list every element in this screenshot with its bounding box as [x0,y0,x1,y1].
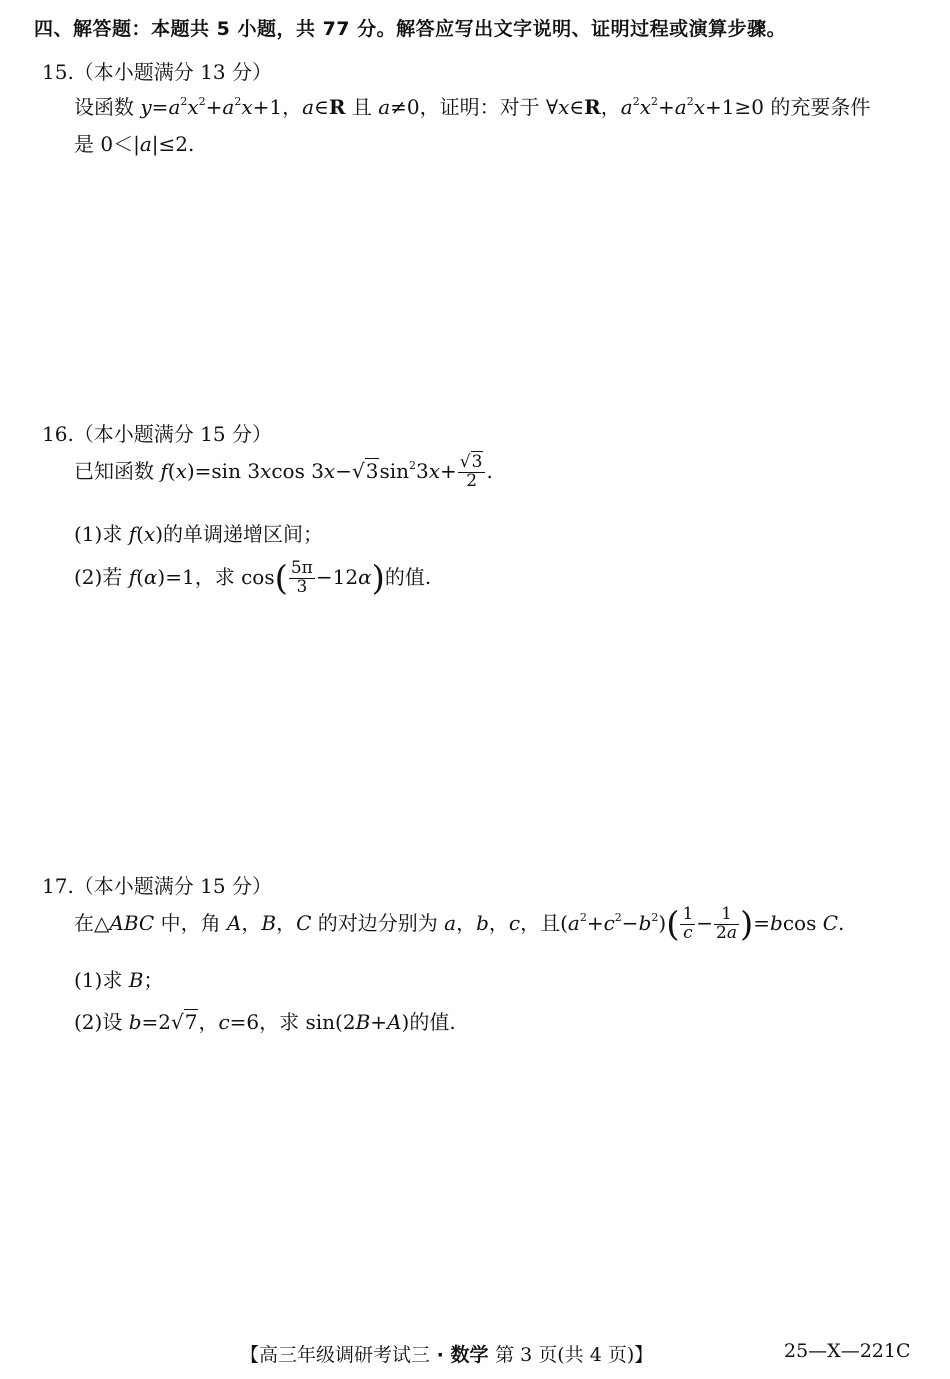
q15-text-2: 且 [351,95,379,119]
section-heading: 四、解答题：本题共 5 小题，共 77 分。解答应写出文字说明、证明过程或演算步骤。 [34,18,787,40]
q17-part2-tail: )的值. [401,1010,456,1034]
q15-text-3: ，证明：对于 ∀ [419,95,559,119]
q17-intro-d: ，且( [520,910,568,935]
q16-part2-text: =1，求 cos [165,564,275,589]
q17-part2-text: ，求 sin(2 [259,1010,356,1034]
exam-code: 25—X—221C [784,1340,911,1362]
page-footer [240,1340,653,1367]
q15-text-1: 设函数 [74,95,141,119]
q17-part2: (2)设 b=2√7，c=6，求 sin(2B+A)的值. [74,1010,456,1034]
one-over-2a-fraction: $\frac{1}{2a}$ [716,904,738,943]
q16-part1-label: (1)求 [74,522,129,546]
q17-part1-end: ； [143,968,164,992]
q17-part1: (1)求 B； [74,968,164,992]
q17-intro-b: 中，角 [160,910,227,935]
q16-header: 16.（本小题满分 15 分） [42,422,272,446]
q17-part1-label: (1)求 [74,968,129,992]
q15-statement-line2: 是 0＜|a|≤2. [74,132,195,156]
q16-part2-tail: 的值. [384,564,432,589]
q16-part1-text: 的单调递增区间； [163,522,323,546]
q16-part1: (1)求 f(x)的单调递增区间； [74,522,323,546]
q16-part2: (2)若 f(α)=1，求 cos( $\frac{5\pi}{3}$ −12α)的值. [74,558,432,599]
q17-intro-a: 在△ [74,910,110,935]
q15-statement-line1: 设函数 $y=a^2x^2+a^2x+1$，a∈R 且 a≠0，证明：对于 ∀x∈R，$a^2x^2+a^2x+1\ge 0$ 的充要条件 [74,95,871,119]
q16-part2-label: (2)若 [74,564,129,589]
one-over-c-fraction: $\frac{1}{c}$ [682,904,694,943]
q16-function-line: 已知函数 f(x)=sin 3xcos $3x-√3\sin^23x+$ $\frac{√3}{2}$ . [74,452,493,491]
footer-subject: · 数学 [430,1344,496,1366]
q17-header: 17.（本小题满分 15 分） [42,874,272,898]
q16-intro: 已知函数 [74,458,161,483]
five-pi-over-3-fraction: $\frac{5\pi}{3}$ [290,558,313,597]
q17-intro-c: 的对边分别为 [317,910,445,935]
q15-text-4: 的充要条件 [770,95,871,119]
sqrt3-over-2-fraction: $\frac{√3}{2}$ [458,454,486,491]
q15-header: 15.（本小题满分 13 分） [42,60,272,84]
footer-page: 第 3 页(共 4 页)】 [495,1344,654,1366]
footer-left: 【高三年级调研考试三 [240,1344,431,1366]
q15-text-5: 是 0＜| [74,132,140,156]
q15-text-6: |≤2. [151,132,195,156]
q17-part2-label: (2)设 [74,1010,129,1034]
q17-statement: 在△ABC 中，角 A，B，C 的对边分别为 a，b，c，且$(a^2+c^2-b^2)$( $\frac{1}{c}$ − $\frac{1}{2a}$ )=bcos C. [74,904,845,945]
